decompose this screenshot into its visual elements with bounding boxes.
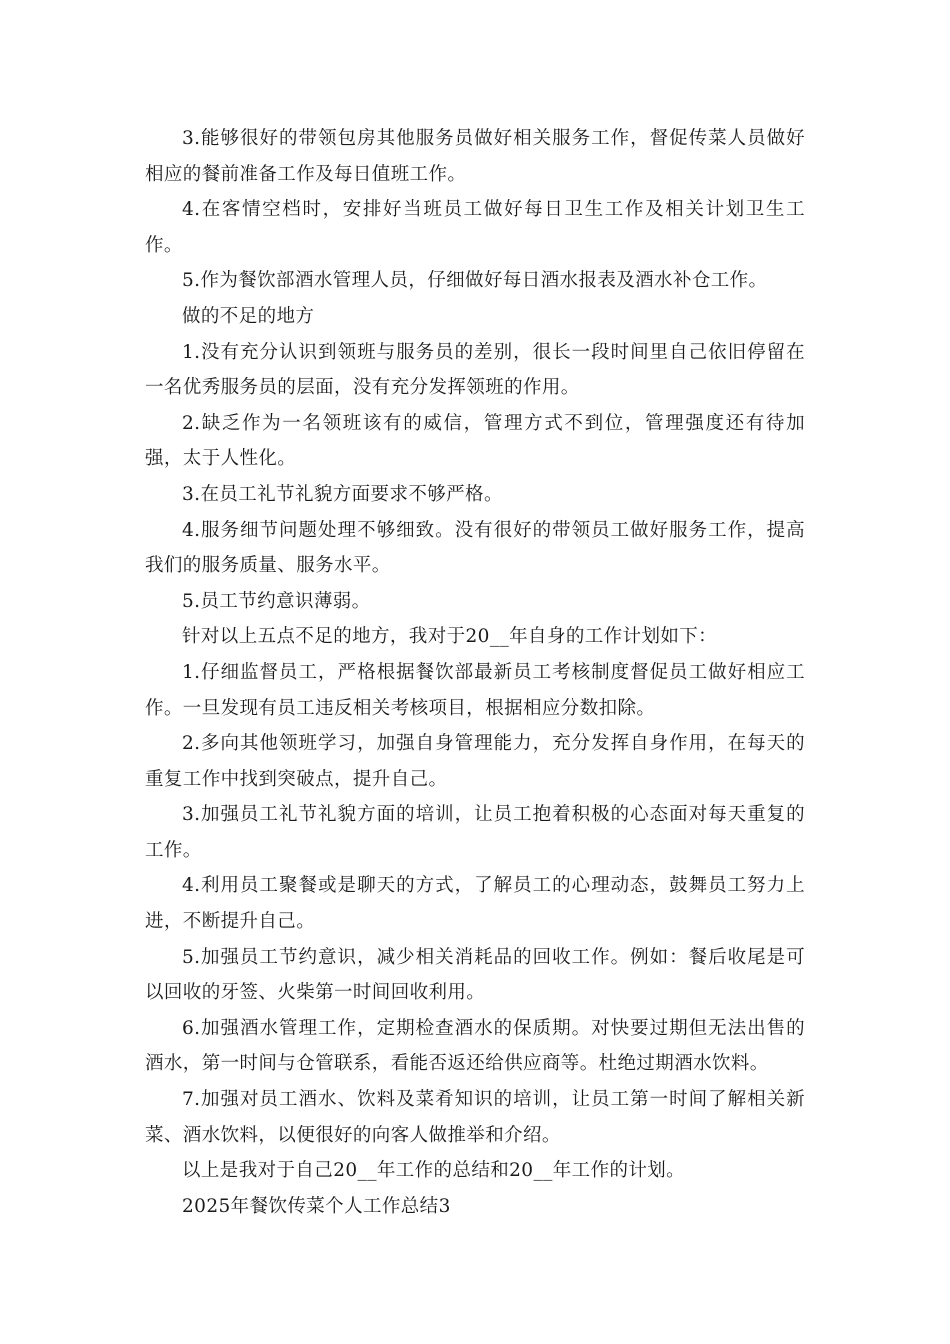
paragraph-2: 4.在客情空档时，安排好当班员工做好每日卫生工作及相关计划卫生工作。 (145, 199, 805, 256)
document-body (145, 121, 805, 1224)
paragraph-17: 7.加强对员工酒水、饮料及菜肴知识的培训，让员工第一时间了解相关新菜、酒水饮料，以便很好的向客人做推举和介绍。 (145, 1089, 805, 1146)
paragraph-11: 1.仔细监督员工，严格根据餐饮部最新员工考核制度督促员工做好相应工作。一旦发现有员工违反相关考核项目，根据相应分数扣除。 (145, 661, 805, 719)
paragraph-14: 4.利用员工聚餐或是聊天的方式，了解员工的心理动态，鼓舞员工努力上进，不断提升自己。 (145, 875, 805, 933)
paragraph-16: 6.加强酒水管理工作，定期检查酒水的保质期。对快要过期但无法出售的酒水，第一时间与仓管联系，看能否返还给供应商等。杜绝过期酒水饮料。 (145, 1017, 805, 1075)
paragraph-5: 1.没有充分认识到领班与服务员的差别，很长一段时间里自己依旧停留在一名优秀服务员的层面，没有充分发挥领班的作用。 (145, 341, 805, 399)
paragraph-6: 2.缺乏作为一名领班该有的威信，管理方式不到位，管理强度还有待加强，太于人性化。 (145, 412, 805, 470)
paragraph-1: 3.能够很好的带领包房其他服务员做好相关服务工作，督促传菜人员做好相应的餐前准备工作及每日值班工作。 (145, 128, 805, 185)
plan-intro: 针对以上五点不足的地方，我对于20__年自身的工作计划如下： (182, 626, 718, 648)
paragraph-12: 2.多向其他领班学习，加强自身管理能力，充分发挥自身作用，在每天的重复工作中找到突破点，提升自己。 (145, 733, 805, 790)
paragraph-3: 5.作为餐饮部酒水管理人员，仔细做好每日酒水报表及酒水补仓工作。 (182, 270, 768, 292)
paragraph-13: 3.加强员工礼节礼貌方面的培训，让员工抱着积极的心态面对每天重复的工作。 (145, 804, 805, 861)
paragraph-15: 5.加强员工节约意识，减少相关消耗品的回收工作。例如：餐后收尾是可以回收的牙签、火柴第一时间回收利用。 (145, 946, 805, 1004)
paragraph-7: 3.在员工礼节礼貌方面要求不够严格。 (182, 483, 503, 505)
paragraph-8: 4.服务细节问题处理不够细致。没有很好的带领员工做好服务工作，提高我们的服务质量、服务水平。 (145, 519, 805, 577)
summary-sentence: 以上是我对于自己20__年工作的总结和20__年工作的计划。 (182, 1160, 686, 1182)
next-section-title: 2025年餐饮传菜个人工作总结3 (182, 1195, 451, 1217)
section-heading-shortcomings: 做的不足的地方 (182, 305, 315, 327)
paragraph-9: 5.员工节约意识薄弱。 (182, 590, 371, 612)
